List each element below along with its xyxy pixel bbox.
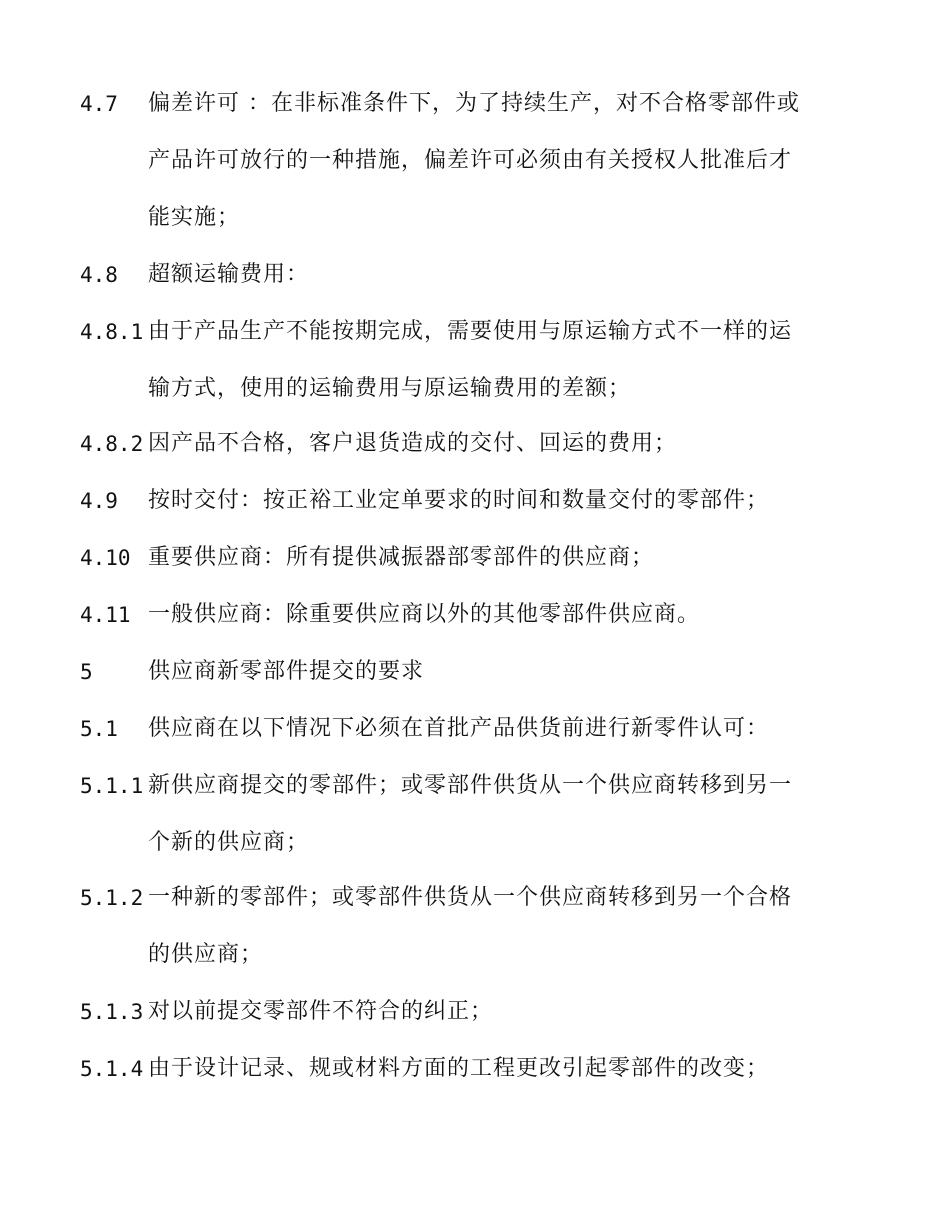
clause-text: 一种新的零部件；或零部件供货从一个供应商转移到另一个合格 — [148, 885, 793, 910]
section-number: 5 — [80, 660, 93, 684]
clause-text: 按时交付：按正裕工业定单要求的时间和数量交付的零部件； — [148, 488, 770, 513]
clause-number: 4.8.1 — [80, 320, 144, 344]
clause-text: 由于产品生产不能按期完成，需要使用与原运输方式不一样的运 — [148, 319, 793, 344]
section-title: 供应商新零部件提交的要求 — [148, 659, 425, 684]
clause-text: 能实施； — [148, 205, 241, 230]
clause-text: 的供应商； — [148, 942, 264, 967]
clause-number: 4.8 — [80, 263, 118, 287]
clause-number: 4.11 — [80, 603, 131, 627]
clause-text: 输方式，使用的运输费用与原运输费用的差额； — [148, 376, 632, 401]
clause-text: 产品许可放行的一种措施，偏差许可必须由有关授权人批准后才 — [148, 148, 793, 173]
clause-number: 4.8.2 — [80, 432, 144, 456]
clause-text: 个新的供应商； — [148, 830, 310, 855]
clause-text: 由于设计记录、规或材料方面的工程更改引起零部件的改变； — [148, 1056, 770, 1081]
clause-text: 新供应商提交的零部件；或零部件供货从一个供应商转移到另一 — [148, 773, 793, 798]
clause-text: 供应商在以下情况下必须在首批产品供货前进行新零件认可： — [148, 716, 770, 741]
clause-number: 5.1.4 — [80, 1057, 144, 1081]
clause-text: 对以前提交零部件不符合的纠正； — [148, 999, 494, 1024]
clause-number: 5.1.1 — [80, 774, 144, 798]
clause-text: 重要供应商：所有提供减振器部零部件的供应商； — [148, 545, 655, 570]
clause-number: 5.1.2 — [80, 886, 144, 910]
clause-number: 4.7 — [80, 92, 118, 116]
clause-text: 一般供应商：除重要供应商以外的其他零部件供应商。 — [148, 602, 701, 627]
clause-text: 超额运输费用： — [148, 262, 310, 287]
clause-number: 5.1 — [80, 717, 118, 741]
clause-number: 4.9 — [80, 489, 118, 513]
clause-number: 4.10 — [80, 546, 131, 570]
clause-text: 偏差许可 ：在非标准条件下，为了持续生产，对不合格零部件或 — [148, 91, 800, 116]
clause-text: 因产品不合格，客户退货造成的交付、回运的费用； — [148, 431, 678, 456]
clause-number: 5.1.3 — [80, 1000, 144, 1024]
